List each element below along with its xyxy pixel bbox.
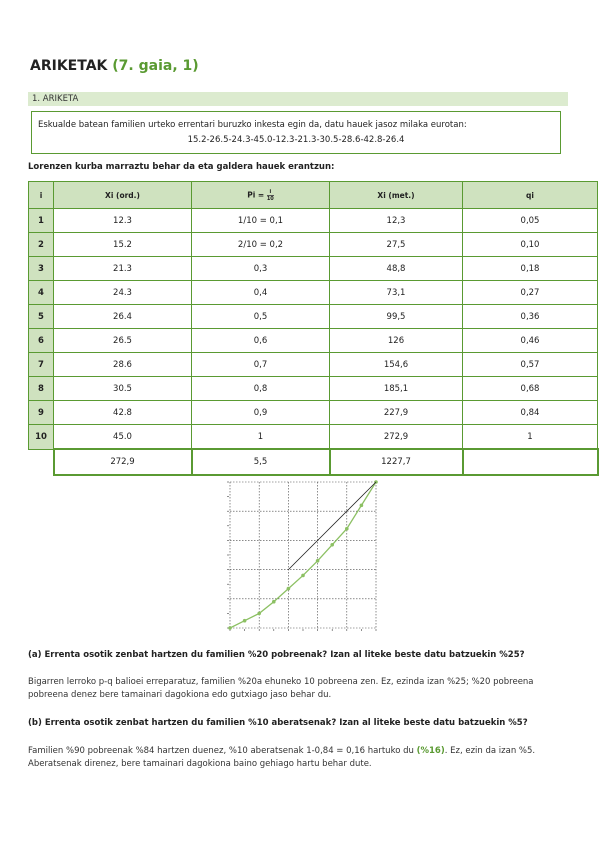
answer-b-line2: Aberatsenak direnez, bere tamainari dagokiona baino gehiago hartu behar dute. <box>28 759 372 769</box>
cell-x-met: 99,5 <box>330 305 463 329</box>
header-pi-fraction <box>267 189 274 202</box>
cell-q: 0,57 <box>463 353 598 377</box>
lorenz-point <box>330 543 334 547</box>
cell-q: 0,18 <box>463 257 598 281</box>
cell-p: 1/10 = 0,1 <box>192 209 330 233</box>
lorenz-point <box>287 587 291 591</box>
cell-x-met: 27,5 <box>330 233 463 257</box>
instruction-text: Lorenzen kurba marraztu behar da eta galdera hauek erantzun: <box>28 162 335 172</box>
header-xi-met: Xi (met.) <box>330 182 463 209</box>
table-row <box>29 233 598 257</box>
page-title <box>30 58 199 74</box>
table-totals-row <box>29 449 598 475</box>
header-xi-ord: Xi (ord.) <box>54 182 192 209</box>
lorenz-point <box>228 626 232 630</box>
statement-text: Eskualde batean familien urteko errentari buruzko inkesta egin da, datu hauek jasoz milaka eurotan: <box>38 120 467 130</box>
cell-i: 9 <box>29 401 54 425</box>
table-row <box>29 209 598 233</box>
cell-x-ord: 45.0 <box>54 425 192 450</box>
cell-x-ord: 24.3 <box>54 281 192 305</box>
question-a: (a) Errenta osotik zenbat hartzen du familien %20 pobreenak? Izan al liteke beste datu batzuekin %25? <box>28 650 525 660</box>
cell-i: 7 <box>29 353 54 377</box>
total-q <box>463 449 598 475</box>
answer-a-line2: pobreena denez bere tamainari dagokiona edo gutxiago jaso behar du. <box>28 690 332 700</box>
lorenz-data-table <box>28 181 599 476</box>
lorenz-point <box>360 504 364 508</box>
title-main: ARIKETAK <box>30 58 108 74</box>
table-row <box>29 281 598 305</box>
answer-b-text-end: . Ez, ezin da izan %5. <box>444 746 536 756</box>
cell-x-ord: 28.6 <box>54 353 192 377</box>
totals-blank-cell <box>29 449 54 475</box>
cell-x-ord: 42.8 <box>54 401 192 425</box>
table-header-row <box>29 182 598 209</box>
lorenz-curve-chart <box>218 476 388 636</box>
title-subtitle: (7. gaia, 1) <box>112 58 199 74</box>
answer-b <box>28 745 573 771</box>
table-row <box>29 425 598 450</box>
lorenz-point <box>257 612 261 616</box>
question-b: (b) Errenta osotik zenbat hartzen du familien %10 aberatsenak? Izan al liteke beste datu batzuekin %5? <box>28 718 528 728</box>
cell-q: 0,84 <box>463 401 598 425</box>
cell-x-ord: 26.4 <box>54 305 192 329</box>
statement-data-values: 15.2-26.5-24.3-45.0-12.3-21.3-30.5-28.6-42.8-26.4 <box>187 135 405 145</box>
answer-a <box>28 676 573 702</box>
cell-x-ord: 21.3 <box>54 257 192 281</box>
table-row <box>29 257 598 281</box>
total-p: 5,5 <box>192 449 330 475</box>
section-header <box>28 92 568 106</box>
header-pi <box>192 182 330 209</box>
lorenz-point <box>316 559 320 563</box>
cell-q: 0,10 <box>463 233 598 257</box>
table-row <box>29 305 598 329</box>
answer-a-line1: Bigarren lerroko p-q balioei erreparatuz, familien %20a ehuneko 10 pobreena zen. Ez, ezinda izan %25; %20 pobreena <box>28 677 534 687</box>
section-label: 1. ARIKETA <box>32 94 79 104</box>
cell-i: 5 <box>29 305 54 329</box>
cell-i: 4 <box>29 281 54 305</box>
cell-x-met: 126 <box>330 329 463 353</box>
table-row <box>29 329 598 353</box>
cell-x-ord: 26.5 <box>54 329 192 353</box>
problem-statement-box <box>31 111 561 154</box>
cell-p: 0,5 <box>192 305 330 329</box>
header-qi: qi <box>463 182 598 209</box>
cell-q: 0,68 <box>463 377 598 401</box>
cell-p: 1 <box>192 425 330 450</box>
cell-q: 0,46 <box>463 329 598 353</box>
cell-i: 1 <box>29 209 54 233</box>
lorenz-point <box>345 527 349 531</box>
cell-p: 2/10 = 0,2 <box>192 233 330 257</box>
equality-line <box>288 482 376 570</box>
cell-x-met: 73,1 <box>330 281 463 305</box>
cell-i: 10 <box>29 425 54 450</box>
table-row <box>29 401 598 425</box>
cell-x-met: 227,9 <box>330 401 463 425</box>
chart-series <box>228 480 378 630</box>
table-row <box>29 377 598 401</box>
table-row <box>29 353 598 377</box>
header-i: i <box>29 182 54 209</box>
cell-x-met: 272,9 <box>330 425 463 450</box>
lorenz-point <box>272 600 276 604</box>
cell-p: 0,3 <box>192 257 330 281</box>
cell-q: 0,36 <box>463 305 598 329</box>
cell-x-met: 12,3 <box>330 209 463 233</box>
cell-i: 8 <box>29 377 54 401</box>
cell-x-ord: 15.2 <box>54 233 192 257</box>
total-x-ord: 272,9 <box>54 449 192 475</box>
cell-x-met: 48,8 <box>330 257 463 281</box>
cell-x-met: 154,6 <box>330 353 463 377</box>
answer-b-text: Familien %90 pobreenak %84 hartzen duenez, %10 aberatsenak 1-0,84 = 0,16 hartuko du <box>28 746 414 756</box>
answer-b-highlight: (%16) <box>416 746 445 756</box>
cell-i: 3 <box>29 257 54 281</box>
header-pi-label: Pi = <box>247 190 265 199</box>
cell-q: 0,05 <box>463 209 598 233</box>
cell-p: 0,8 <box>192 377 330 401</box>
cell-x-ord: 30.5 <box>54 377 192 401</box>
pi-fraction-denominator: 10 <box>266 195 274 202</box>
cell-i: 2 <box>29 233 54 257</box>
cell-x-ord: 12.3 <box>54 209 192 233</box>
cell-p: 0,7 <box>192 353 330 377</box>
lorenz-point <box>243 619 247 623</box>
answer-b-line1 <box>28 745 573 758</box>
cell-p: 0,9 <box>192 401 330 425</box>
cell-q: 1 <box>463 425 598 450</box>
total-x-met: 1227,7 <box>330 449 463 475</box>
cell-p: 0,4 <box>192 281 330 305</box>
cell-x-met: 185,1 <box>330 377 463 401</box>
cell-q: 0,27 <box>463 281 598 305</box>
pi-fraction-numerator: i <box>267 189 274 196</box>
lorenz-point <box>301 574 305 578</box>
cell-p: 0,6 <box>192 329 330 353</box>
cell-i: 6 <box>29 329 54 353</box>
